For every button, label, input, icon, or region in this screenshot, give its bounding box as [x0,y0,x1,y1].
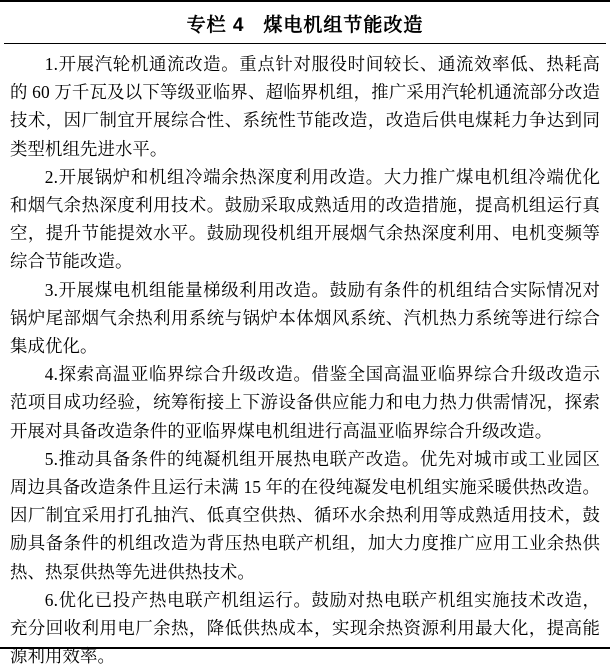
page-title: 专栏 4 煤电机组节能改造 [186,15,424,36]
paragraph-5: 5.推动具备条件的纯凝机组开展热电联产改造。优先对城市或工业园区周边具备改造条件且运行未满 15 年的在役纯凝发电机组实施采暖供热改造。因厂制宜采用打孔抽汽、低真空供热、循环水余热利用等成熟适用技术，鼓励具备条件的机组改造为背压热电联产机组，加大力度推广应用工业余热供热、热泵供热等先进供热技术。 [10,448,600,582]
paragraph-2: 2.开展锅炉和机组冷端余热深度利用改造。大力推广煤电机组冷端优化和烟气余热深度利用技术。鼓励采取成熟适用的改造措施，提高机组运行真空，提升节能提效水平。鼓励现役机组开展烟气余热深度利用、电机变频等综合节能改造。 [10,166,600,272]
paragraph-6: 6.优化已投产热电联产机组运行。鼓励对热电联产机组实施技术改造，充分回收利用电厂余热，降低供热成本，实现余热资源利用最大化，提高能源利用效率。 [10,589,600,667]
box-title-row [0,2,610,43]
paragraph-4: 4.探索高温亚临界综合升级改造。借鉴全国高温亚临界综合升级改造示范项目成功经验，统筹衔接上下游设备供应能力和电力热力供需情况，探索开展对具备改造条件的亚临界煤电机组进行高温亚临界综合升级改造。 [10,364,600,441]
box-body [0,44,610,670]
paragraph-3: 3.开展煤电机组能量梯级利用改造。鼓励有条件的机组结合实际情况对锅炉尾部烟气余热利用系统与锅炉本体烟风系统、汽机热力系统等进行综合集成优化。 [10,279,600,357]
paragraph-1: 1.开展汽轮机通流改造。重点针对服役时间较长、通流效率低、热耗高的 60 万千瓦及以下等级亚临界、超临界机组，推广采用汽轮机通流部分改造技术，因厂制宜开展综合性、系统性节能改造，改造后供电煤耗力争达到同类型机组先进水平。 [10,54,600,159]
